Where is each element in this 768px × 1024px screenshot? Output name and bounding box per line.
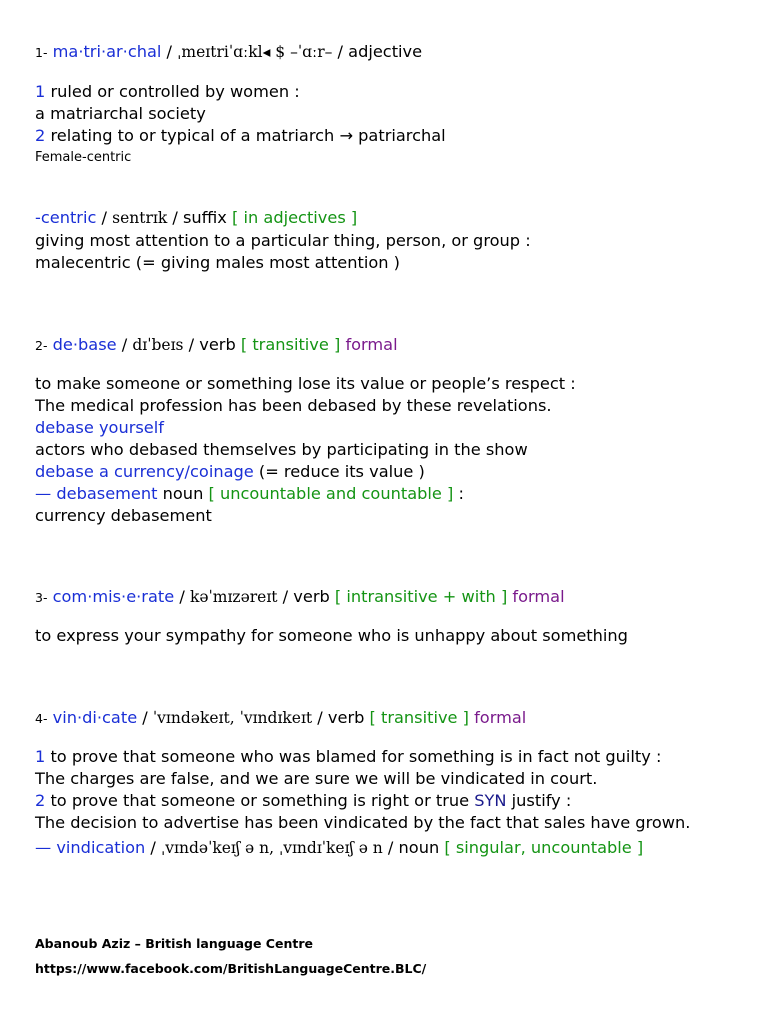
separator: / xyxy=(382,838,399,857)
entry-centric-header xyxy=(35,207,357,229)
grammar-label: [ singular, uncountable ] xyxy=(444,838,644,857)
entry-vindicate-header xyxy=(35,707,526,730)
footer-url[interactable]: https://www.facebook.com/BritishLanguageCentre.BLC/ xyxy=(35,961,427,976)
headword: com·mis·e·rate xyxy=(52,587,175,606)
headword: -centric xyxy=(35,208,97,227)
separator: / xyxy=(174,587,190,606)
example: a matriarchal society xyxy=(35,104,206,123)
derived-headword: — vindication xyxy=(35,838,146,857)
sense-number: 2 xyxy=(35,126,46,145)
sense-number: 1 xyxy=(35,747,46,766)
grammar-label: [ in adjectives ] xyxy=(232,208,358,227)
separator: / xyxy=(167,208,183,227)
entry-matriarchal-header xyxy=(35,41,422,64)
example: The medical profession has been debased by these revelations. xyxy=(35,396,552,415)
phrase: debase a currency/coinage xyxy=(35,462,254,481)
gloss: (= reduce its value ) xyxy=(253,462,425,481)
syn-label: SYN xyxy=(474,791,507,810)
entry-number: 2- xyxy=(35,338,48,353)
pronunciation: sentrɪk xyxy=(112,209,168,227)
phrase: debase yourself xyxy=(35,418,164,437)
pronunciation: ˈvɪndəkeɪt, ˈvɪndɪkeɪt xyxy=(152,709,313,727)
sense-number: 2 xyxy=(35,791,46,810)
register-label: formal xyxy=(507,587,565,606)
sense-2 xyxy=(35,125,446,147)
grammar-label: [ intransitive + with ] xyxy=(334,587,508,606)
phrase-line xyxy=(35,461,425,483)
example: currency debasement xyxy=(35,506,212,525)
example: The charges are false, and we are sure we will be vindicated in court. xyxy=(35,769,598,788)
separator: / xyxy=(161,42,178,61)
part-of-speech: verb xyxy=(293,587,335,606)
grammar-label: [ uncountable and countable ] xyxy=(208,484,454,503)
part-of-speech: suffix xyxy=(182,208,233,227)
derived-form xyxy=(35,483,464,505)
pronunciation: ˌmeɪtriˈɑːkl◂ $ –ˈɑːr– xyxy=(177,43,333,61)
separator: / xyxy=(312,708,328,727)
synonym: justify : xyxy=(506,791,572,810)
separator: / xyxy=(145,838,162,857)
entry-number: 4- xyxy=(35,711,48,726)
headword: de·base xyxy=(52,335,117,354)
derived-form xyxy=(35,837,643,859)
entry-debase-header xyxy=(35,334,398,357)
entry-commiserate-header xyxy=(35,586,565,609)
definition: to express your sympathy for someone who is unhappy about something xyxy=(35,626,628,645)
register-label: formal xyxy=(340,335,398,354)
definition: to prove that someone or something is right or true xyxy=(45,791,475,810)
footer-author: Abanoub Aziz – British language Centre xyxy=(35,936,313,951)
note: Female-centric xyxy=(35,150,132,165)
sense-number: 1 xyxy=(35,82,46,101)
example: The decision to advertise has been vindicated by the fact that sales have grown. xyxy=(35,813,691,832)
example: actors who debased themselves by participating in the show xyxy=(35,440,528,459)
separator: / xyxy=(137,708,153,727)
pronunciation: ˌvɪndəˈkeɪʃ ə n, ˌvɪndɪˈkeɪʃ ə n xyxy=(161,839,383,857)
headword: ma·tri·ar·chal xyxy=(52,42,162,61)
part-of-speech: noun xyxy=(398,838,445,857)
entry-number: 1- xyxy=(35,45,48,60)
entry-number: 3- xyxy=(35,590,48,605)
derived-headword: — debasement xyxy=(35,484,158,503)
separator: / xyxy=(332,42,349,61)
definition: giving most attention to a particular thing, person, or group : xyxy=(35,231,531,250)
separator: / xyxy=(96,208,113,227)
part-of-speech: noun xyxy=(157,484,209,503)
definition: relating to or typical of a matriarch → patriarchal xyxy=(45,126,446,145)
grammar-label: [ transitive ] xyxy=(240,335,341,354)
example: malecentric (= giving males most attention ) xyxy=(35,253,400,272)
register-label: formal xyxy=(468,708,527,727)
separator: / xyxy=(183,335,200,354)
definition: to prove that someone who was blamed for something is in fact not guilty : xyxy=(45,747,662,766)
definition: ruled or controlled by women : xyxy=(45,82,300,101)
pronunciation: dɪˈbeɪs xyxy=(132,336,184,354)
pronunciation: kəˈmɪzəreɪt xyxy=(189,588,278,606)
headword: vin·di·cate xyxy=(52,708,138,727)
part-of-speech: verb xyxy=(199,335,241,354)
definition: to make someone or something lose its value or people’s respect : xyxy=(35,374,576,393)
sense-1 xyxy=(35,81,300,103)
sense-2 xyxy=(35,790,571,812)
grammar-label: [ transitive ] xyxy=(369,708,469,727)
separator: / xyxy=(116,335,133,354)
part-of-speech: adjective xyxy=(348,42,423,61)
part-of-speech: verb xyxy=(327,708,370,727)
sense-1 xyxy=(35,746,661,768)
separator: / xyxy=(277,587,294,606)
colon: : xyxy=(453,484,464,503)
